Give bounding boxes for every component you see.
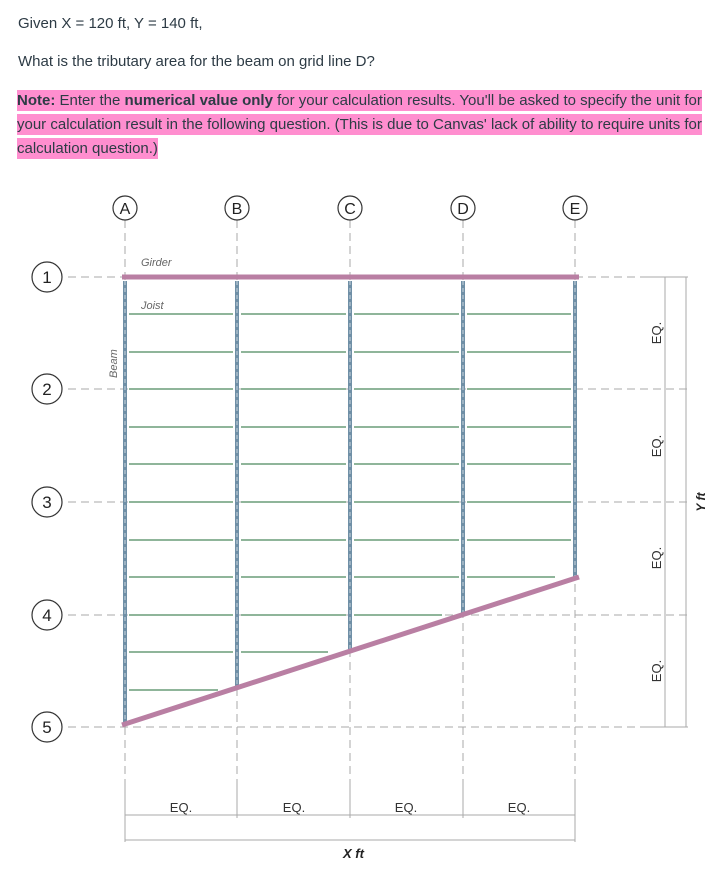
side-eq-label-1: EQ.: [649, 321, 664, 345]
side-eq-label-2: EQ.: [649, 434, 664, 458]
grid-label-4: 4: [42, 606, 52, 625]
note-emphasis: numerical value only: [124, 92, 273, 109]
question-text: What is the tributary area for the beam on grid line D?: [18, 53, 375, 70]
x-dimension-label: X ft: [343, 846, 364, 861]
grid-label-2: 2: [42, 380, 52, 399]
bottom-eq-label-2: EQ.: [282, 800, 306, 815]
joist-label: Joist: [141, 300, 164, 312]
grid-label-5: 5: [42, 718, 52, 737]
girder-label: Girder: [141, 257, 172, 269]
grid-label-a: A: [119, 201, 131, 218]
bottom-eq-label-3: EQ.: [394, 800, 418, 815]
note-label: Note:: [17, 92, 56, 109]
given-values: Given X = 120 ft, Y = 140 ft,: [18, 15, 203, 32]
bottom-eq-label-1: EQ.: [169, 800, 193, 815]
side-eq-label-4: EQ.: [649, 659, 664, 683]
note-text-part2: for your calculation results. You'll be asked to specify the unit for your calculation result in the following question. (This is due to Canvas' lack of ability to require units for calculation question.): [17, 92, 702, 157]
grid-label-c: C: [344, 201, 356, 218]
grid-label-b: B: [231, 201, 243, 218]
grid-label-d: D: [457, 201, 469, 218]
side-eq-label-3: EQ.: [649, 546, 664, 570]
y-dimension-label: Y ft: [694, 492, 708, 512]
grid-label-3: 3: [42, 493, 52, 512]
bottom-eq-label-4: EQ.: [507, 800, 531, 815]
grid-label-1: 1: [42, 268, 52, 287]
beam-label: Beam: [108, 349, 120, 378]
note-text-part1: Enter the: [55, 92, 125, 109]
grid-label-e: E: [569, 201, 581, 218]
